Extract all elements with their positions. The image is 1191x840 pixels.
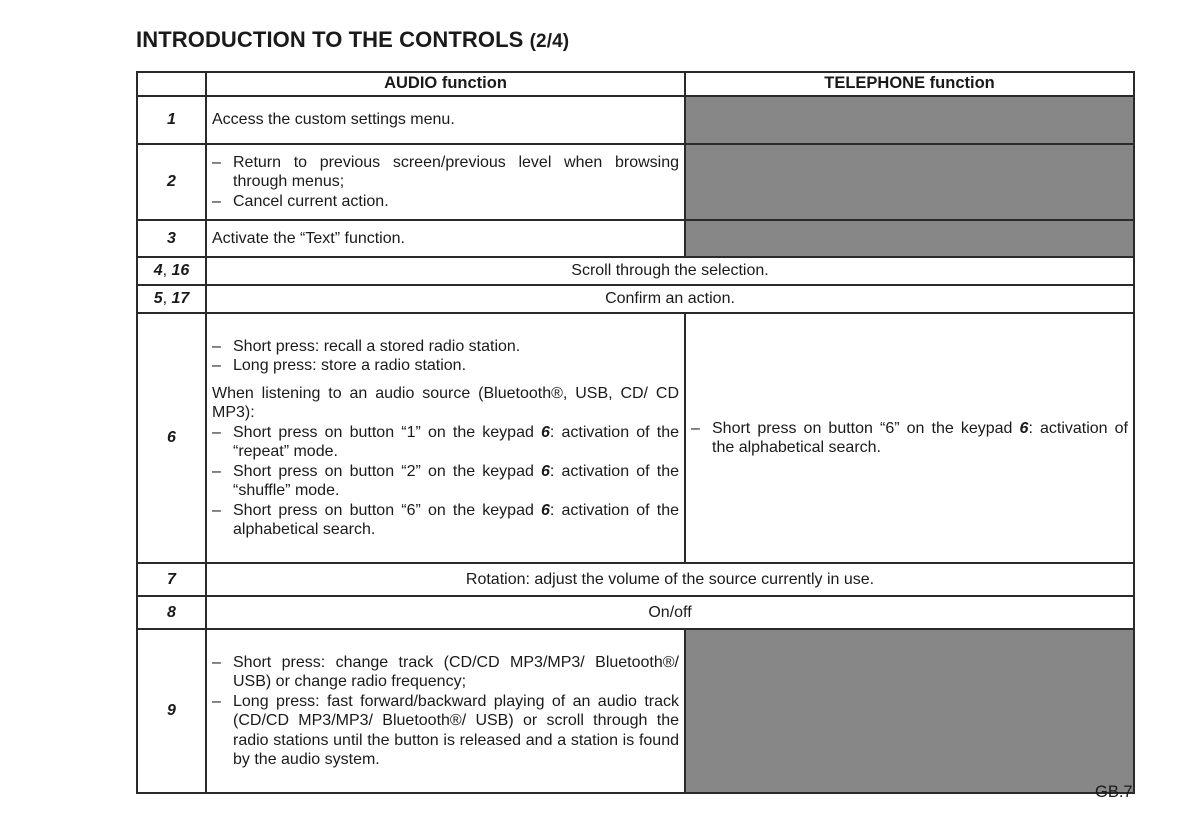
audio-cell: Access the custom settings menu.: [206, 96, 685, 144]
telephone-cell-empty: [685, 629, 1134, 793]
telephone-cell-empty: [685, 144, 1134, 220]
control-number: 7: [137, 563, 206, 596]
table-row: [137, 220, 1134, 257]
table-row: [137, 144, 1134, 220]
header-telephone: TELEPHONE function: [685, 72, 1134, 96]
title-part: (2/4): [529, 31, 570, 52]
control-number: 2: [137, 144, 206, 220]
list-item: – Short press on button “6” on the keypad 6: activation of the alphabetical search.: [212, 501, 679, 540]
audio-cell: [206, 629, 685, 793]
table-row: [137, 563, 1134, 596]
control-number-a: 4: [153, 262, 163, 280]
telephone-cell-empty: [685, 96, 1134, 144]
control-number: 8: [137, 596, 206, 629]
control-number: 9: [137, 629, 206, 793]
list-item: – Return to previous screen/previous level when browsing through menus;: [212, 153, 679, 192]
title-main: INTRODUCTION TO THE CONTROLS: [136, 27, 524, 52]
audio-paragraph: When listening to an audio source (Bluetooth®, USB, CD/ CD MP3):: [212, 384, 679, 421]
table-row: [137, 596, 1134, 629]
control-number: 6: [137, 313, 206, 563]
audio-cell: [206, 144, 685, 220]
list-item: – Cancel current action.: [212, 192, 679, 212]
control-number: 3: [137, 220, 206, 257]
table-row: [137, 629, 1134, 793]
list-item: – Long press: fast forward/backward playing of an audio track (CD/CD MP3/MP3/ Bluetooth®/ USB) or scroll through the radio stations until the button is released and a station is found by the audio system.: [212, 692, 679, 770]
list-item: – Short press: change track (CD/CD MP3/MP3/ Bluetooth®/ USB) or change radio frequency;: [212, 653, 679, 692]
control-number-b: 16: [171, 262, 190, 280]
page-title: [136, 27, 569, 53]
table-row: [137, 285, 1134, 313]
list-item: – Short press on button “1” on the keypad 6: activation of the “repeat” mode.: [212, 423, 679, 462]
span-cell: On/off: [206, 596, 1134, 629]
telephone-cell: [685, 313, 1134, 563]
span-cell: Rotation: adjust the volume of the source currently in use.: [206, 563, 1134, 596]
controls-table: [136, 71, 1135, 794]
control-number-b: 17: [171, 290, 190, 308]
control-number-a: 5: [153, 290, 163, 308]
table-row: [137, 96, 1134, 144]
telephone-cell-empty: [685, 220, 1134, 257]
table-row: [137, 257, 1134, 285]
control-number: 1: [137, 96, 206, 144]
header-num: [137, 72, 206, 96]
audio-cell: [206, 313, 685, 563]
table-row: [137, 313, 1134, 563]
list-item: – Short press on button “6” on the keypad 6: activation of the alphabetical search.: [691, 419, 1128, 458]
span-cell: Scroll through the selection.: [206, 257, 1134, 285]
list-item: – Short press: recall a stored radio station.: [212, 337, 679, 357]
control-number: 4, 16: [137, 257, 206, 285]
control-number: 5, 17: [137, 285, 206, 313]
list-item: – Short press on button “2” on the keypad 6: activation of the “shuffle” mode.: [212, 462, 679, 501]
list-item: – Long press: store a radio station.: [212, 356, 679, 376]
span-cell: Confirm an action.: [206, 285, 1134, 313]
page-number: GB.7: [1095, 783, 1133, 801]
audio-cell: Activate the “Text” function.: [206, 220, 685, 257]
header-audio: AUDIO function: [206, 72, 685, 96]
header-row: [137, 72, 1134, 96]
